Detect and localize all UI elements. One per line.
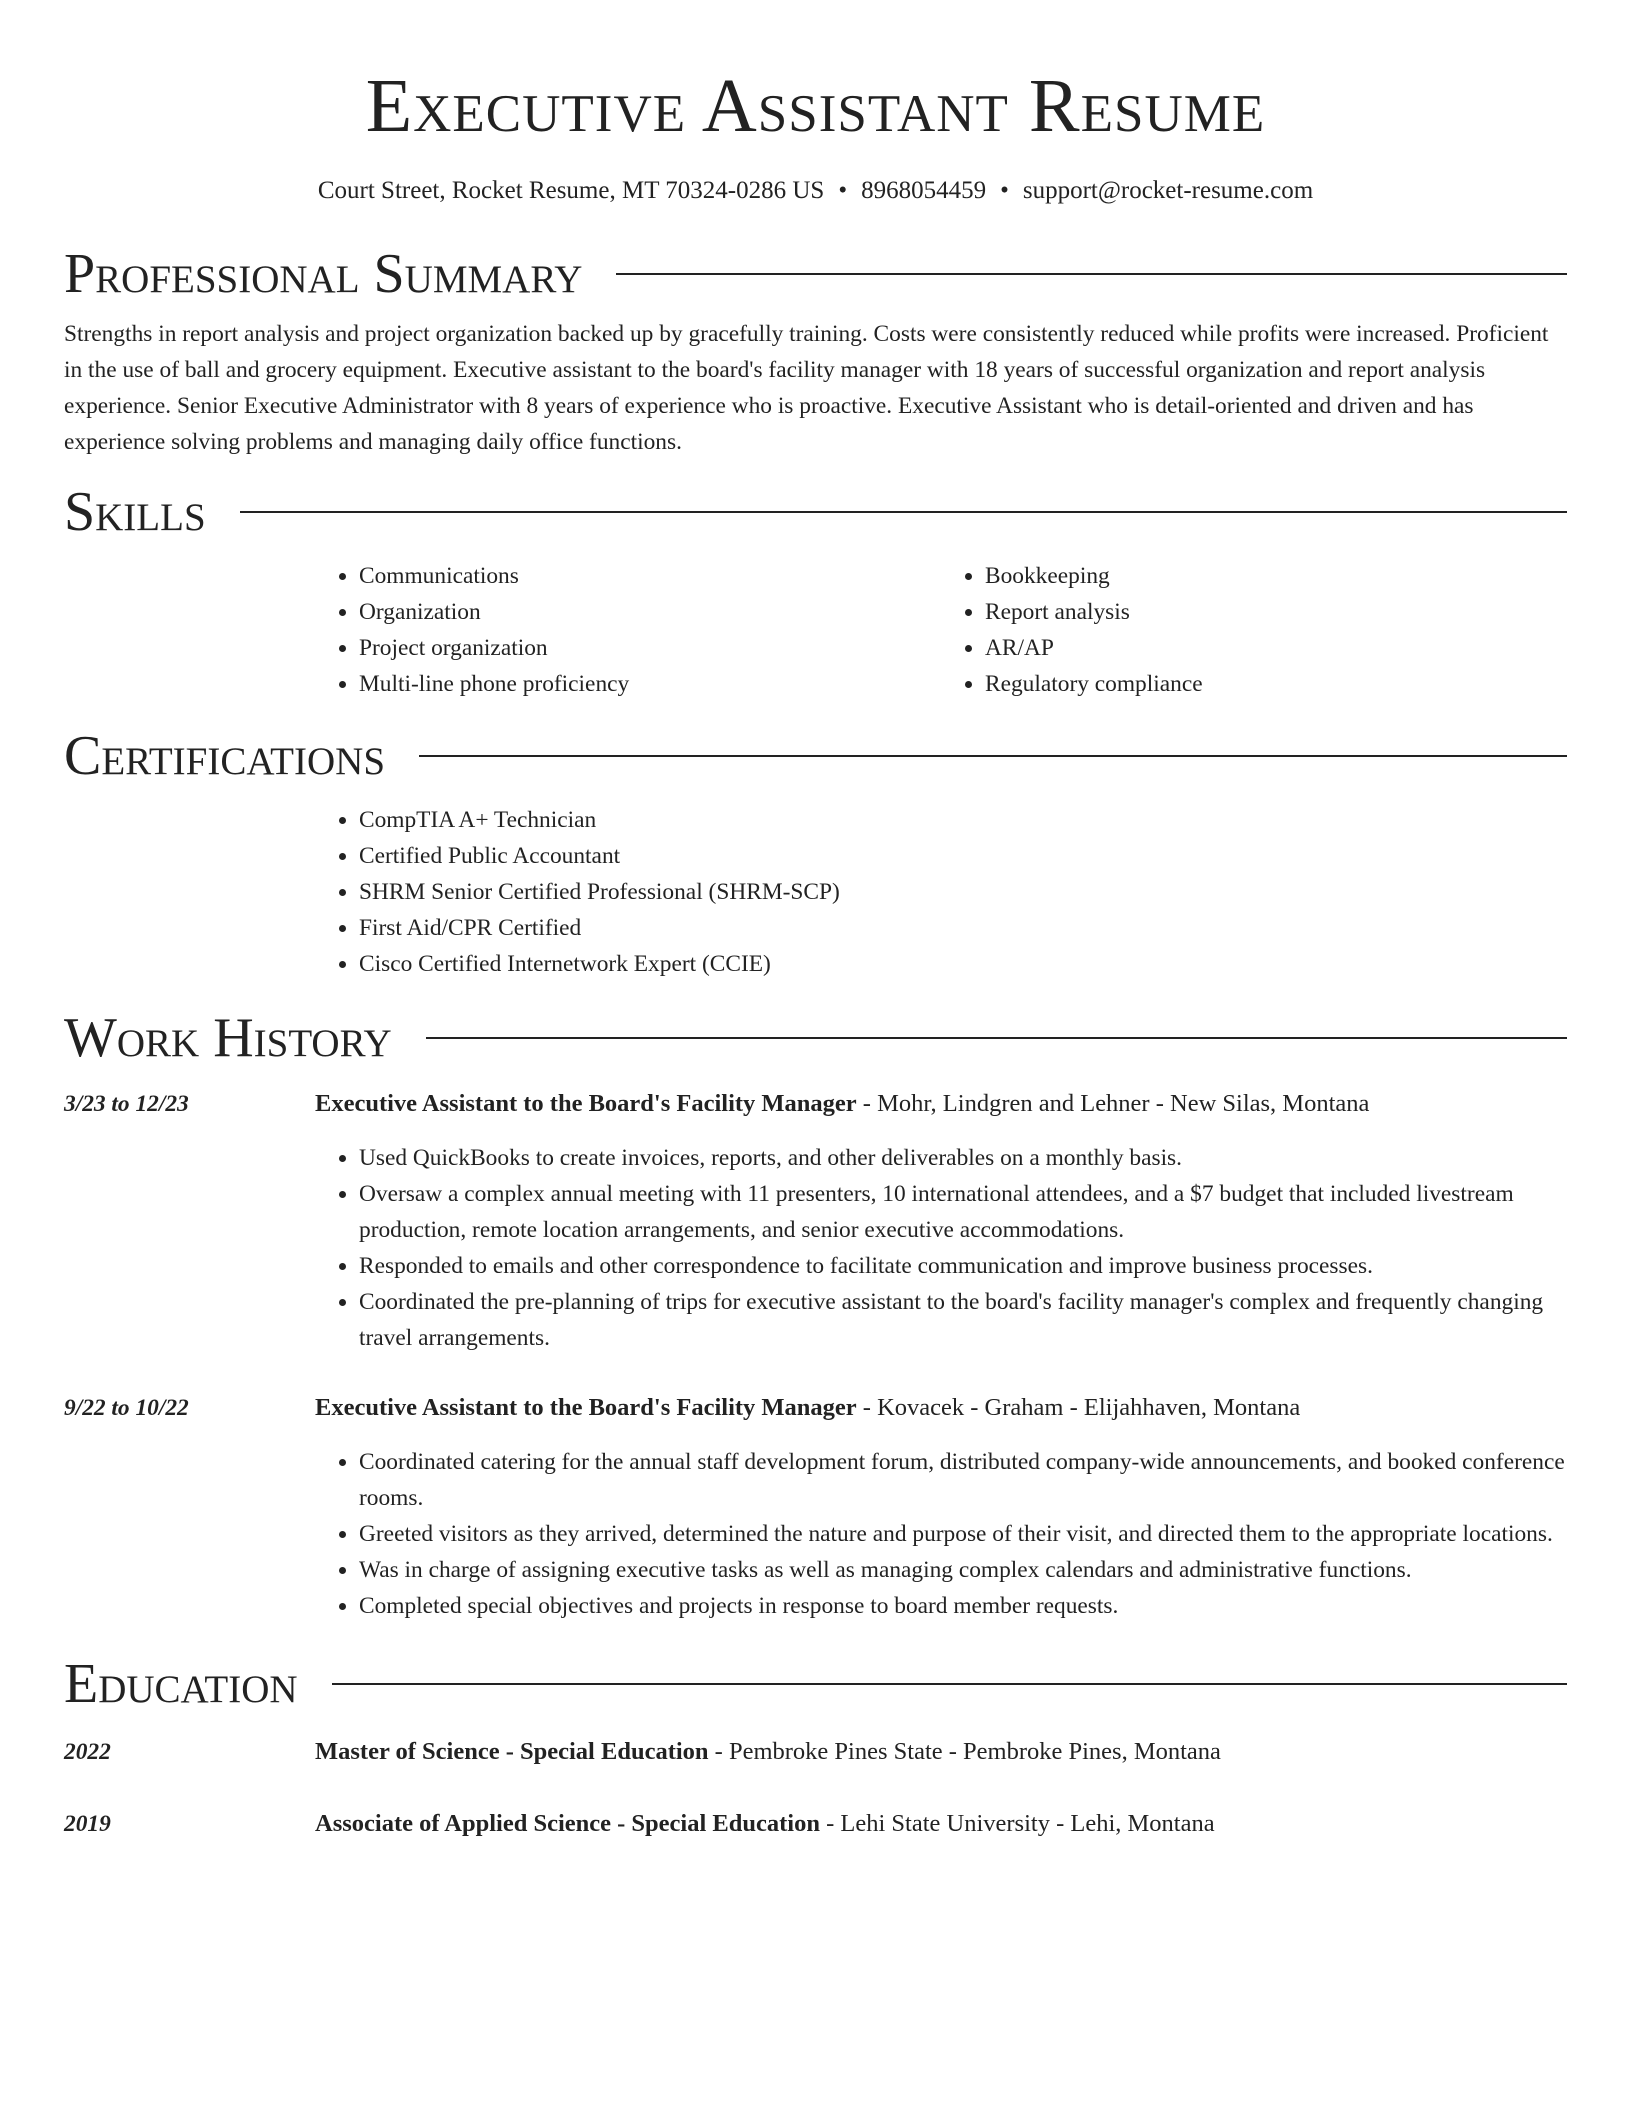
section-heading: Work History (64, 1007, 392, 1069)
section-divider (419, 755, 1567, 757)
job-body (315, 1086, 1567, 1356)
education-date: 2019 (64, 1811, 111, 1837)
job-bullets (315, 1140, 1567, 1356)
work-section-header (64, 1006, 1567, 1070)
skill-item: • Project organization (359, 630, 941, 666)
skills-column-left (315, 558, 941, 702)
section-heading: Professional Summary (64, 243, 583, 305)
job-bullet: • Coordinated the pre-planning of trips for executive assistant to the board's facility manager's complex and frequently changing travel arrangements. (359, 1284, 1567, 1356)
job-details: - Kovacek - Graham - Elijahhaven, Montana (856, 1394, 1301, 1421)
section-divider (240, 511, 1567, 513)
job-date: 3/23 to 12/23 (64, 1091, 189, 1117)
certification-item: • Certified Public Accountant (359, 838, 1567, 874)
education-line (315, 1734, 1221, 1770)
job-bullet: • Oversaw a complex annual meeting with 11 presenters, 10 international attendees, and a $7 budget that included livestream production, remote location arrangements, and senior executive accommodations. (359, 1176, 1567, 1248)
skills-column-right (941, 558, 1567, 702)
job-entry (64, 1086, 1567, 1356)
contact-line (64, 174, 1567, 208)
section-heading: Certifications (64, 725, 386, 787)
separator: • (838, 177, 848, 204)
skills-section-header (64, 480, 1567, 544)
section-divider (426, 1037, 1567, 1039)
skills-list (315, 558, 1567, 702)
job-title: Executive Assistant to the Board's Facility Manager (315, 1090, 857, 1117)
job-bullet: • Responded to emails and other correspondence to facilitate communication and improve business processes. (359, 1248, 1567, 1284)
section-divider (332, 1683, 1567, 1685)
education-entry (64, 1734, 1567, 1770)
job-title-line (315, 1390, 1567, 1426)
school-details: - Lehi State University - Lehi, Montana (819, 1810, 1215, 1837)
skill-item: • AR/AP (985, 630, 1567, 666)
page-title: Executive Assistant Resume (365, 64, 1266, 148)
summary-section-header (64, 242, 1567, 306)
section-heading: Skills (64, 481, 206, 543)
phone: 8968054459 (861, 177, 987, 204)
certifications-section-header (64, 724, 1567, 788)
certifications-list (315, 802, 1567, 982)
section-divider (616, 273, 1567, 275)
job-title: Executive Assistant to the Board's Facility Manager (315, 1394, 857, 1421)
school-details: - Pembroke Pines State - Pembroke Pines, Montana (708, 1738, 1221, 1765)
section-heading: Education (64, 1653, 298, 1715)
email: support@rocket-resume.com (1022, 177, 1314, 204)
job-bullet: • Used QuickBooks to create invoices, reports, and other deliverables on a monthly basis. (359, 1140, 1567, 1176)
skill-item: • Communications (359, 558, 941, 594)
job-date: 9/22 to 10/22 (64, 1395, 189, 1421)
certification-item: • Cisco Certified Internetwork Expert (CCIE) (359, 946, 1567, 982)
certification-item: • First Aid/CPR Certified (359, 910, 1567, 946)
education-section-header (64, 1652, 1567, 1716)
resume-page (64, 0, 1567, 1842)
skill-item: • Bookkeeping (985, 558, 1567, 594)
education-date: 2022 (64, 1739, 111, 1765)
education-line (315, 1806, 1215, 1842)
degree: Master of Science - Special Education (315, 1738, 709, 1765)
skill-item: • Report analysis (985, 594, 1567, 630)
job-details: - Mohr, Lindgren and Lehner - New Silas, Montana (856, 1090, 1370, 1117)
job-bullet: • Completed special objectives and projects in response to board member requests. (359, 1588, 1567, 1624)
job-entry (64, 1390, 1567, 1624)
certification-item: • SHRM Senior Certified Professional (SHRM-SCP) (359, 874, 1567, 910)
job-bullet: • Was in charge of assigning executive tasks as well as managing complex calendars and administrative functions. (359, 1552, 1567, 1588)
skill-item: • Regulatory compliance (985, 666, 1567, 702)
skill-item: • Multi-line phone proficiency (359, 666, 941, 702)
job-bullets (315, 1444, 1567, 1624)
degree: Associate of Applied Science - Special Education (315, 1810, 820, 1837)
address: Court Street, Rocket Resume, MT 70324-0286 US (317, 177, 825, 204)
education-entry (64, 1806, 1567, 1842)
job-title-line (315, 1086, 1567, 1122)
summary-text: Strengths in report analysis and project organization backed up by gracefully training. Costs were consistently reduced while profits were increased. Proficient in the use of ball and grocery equipment. Executive assistant to the board's facility manager with 18 years of successful organization and report analysis experience. Senior Executive Administrator with 8 years of experience who is proactive. Executive Assistant who is detail-oriented and driven and has experience solving problems and managing daily office functions. (64, 321, 1549, 455)
job-bullet: • Coordinated catering for the annual staff development forum, distributed company-wide announcements, and booked conference rooms. (359, 1444, 1567, 1516)
certification-item: • CompTIA A+ Technician (359, 802, 1567, 838)
separator: • (1000, 177, 1009, 204)
job-bullet: • Greeted visitors as they arrived, determined the nature and purpose of their visit, and directed them to the appropriate locations. (359, 1516, 1567, 1552)
skill-item: • Organization (359, 594, 941, 630)
job-body (315, 1390, 1567, 1624)
